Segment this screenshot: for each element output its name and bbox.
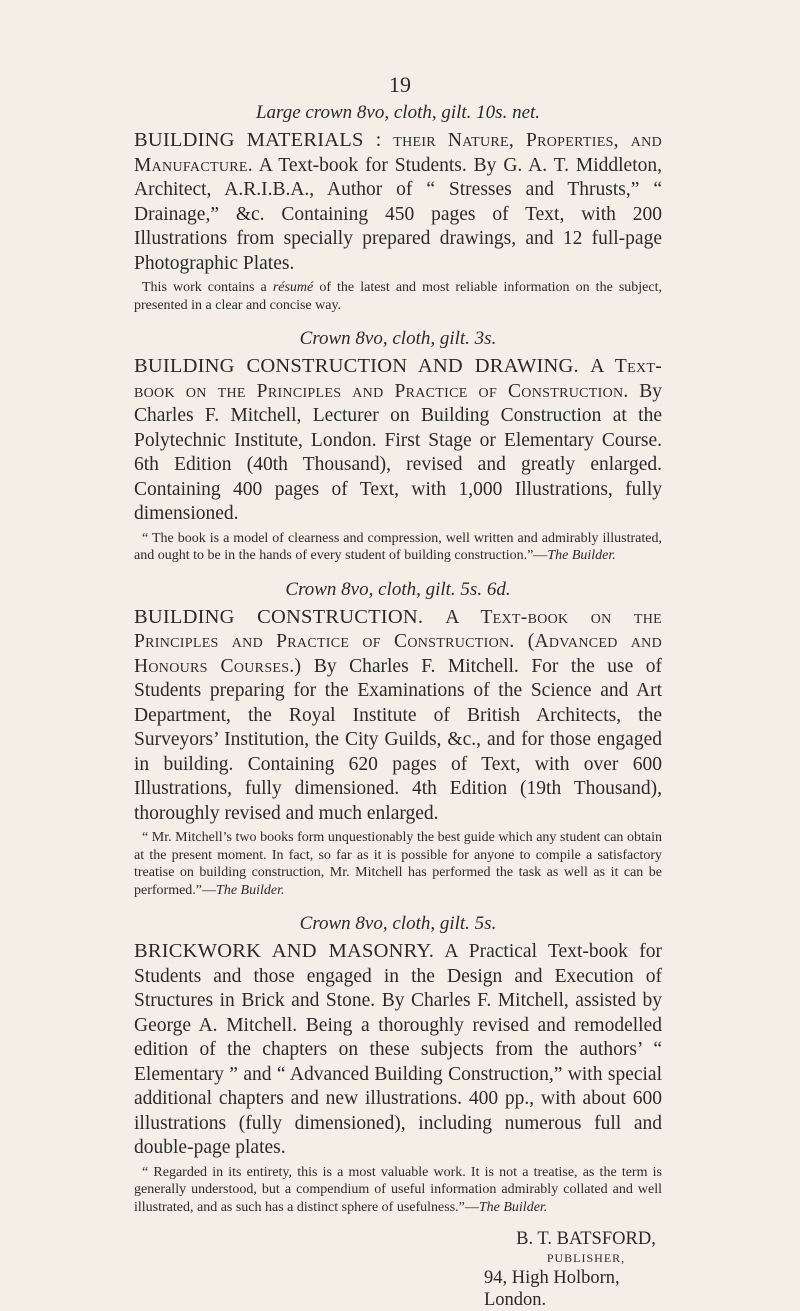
book-subtitle: A Text-book on the Principles and Practice of Construction. (Advanced and Honours Courses.) xyxy=(134,606,663,677)
book-description xyxy=(134,128,662,276)
publisher-role: PUBLISHER, xyxy=(546,1251,626,1265)
book-body: A Practical Text-book for Students and those engaged in the Design and Execution of Structures in Brick and Stone. By Charles F. Mitchell, assisted by George A. Mitchell. Being a thoroughly revised and remodelled edition of the chapters on these subjects from the authors’ “ Elementary ” and “ Advanced Building Construction,” with special additional chapters and new illustrations. 400 pp., with about 600 illustrations (fully dimensioned), including numerous full and double-page plates. xyxy=(134,941,662,1158)
book-entry xyxy=(134,326,662,565)
book-review: “ Mr. Mitchell’s two books form unquestionably the best guide which any student can obtain at the present moment. In fact, so far as it is possible for anyone to compile a satisfactory treatise on building construction, Mr. Mitchell has performed the task as well as it can be performed.”—The Builder. xyxy=(134,830,662,898)
book-title: BUILDING CONSTRUCTION. xyxy=(134,605,424,628)
book-body: By Charles F. Mitchell, Lecturer on Building Construction at the Polytechnic Institute, London. First Stage or Elementary Course. 6th Edition (40th Thousand), revised and greatly enlarged. Containing 400 pages of Text, with 1,000 Illustrations, fully dimensioned. xyxy=(134,380,663,524)
book-body: A Text-book for Students. By G. A. T. Middleton, Architect, A.R.I.B.A., Author of “ Stresses and Thrusts,” “ Drainage,” &c. Containing 450 pages of Text, with 200 Illustrations from specially prepared drawings, and 12 full-page Photographic Plates. xyxy=(134,154,662,274)
review-source: The Builder. xyxy=(216,882,285,898)
book-review: “ Regarded in its entirety, this is a most valuable work. It is not a treatise, as the term is generally understood, but a compendium of useful information admirably collated and well illustrated, and as such has a distinct sphere of usefulness.”—The Builder. xyxy=(134,1164,662,1215)
book-title: BRICKWORK AND MASONRY. xyxy=(134,940,435,962)
advertisement-list xyxy=(134,100,662,1311)
book-entry xyxy=(134,911,662,1216)
book-review: “ The book is a model of clearness and compression, well written and admirably illustrated, and ought to be in the hands of every student of building construction.”—The Builder. xyxy=(134,530,662,563)
book-title: BUILDING CONSTRUCTION AND DRAWING. xyxy=(134,355,579,377)
book-format: Large crown 8vo, cloth, gilt. 10s. net. xyxy=(255,102,541,123)
publisher-address: 94, High Holborn, London. xyxy=(484,1268,620,1310)
publisher-imprint xyxy=(484,1228,676,1311)
book-format: Crown 8vo, cloth, gilt. 3s. xyxy=(299,328,497,349)
book-format: Crown 8vo, cloth, gilt. 5s. 6d. xyxy=(285,578,511,600)
publisher-name: B. T. BATSFORD, xyxy=(516,1229,656,1249)
book-subtitle: A Text-book on the Principles and Practice of Construction. xyxy=(134,356,663,402)
book-subtitle: their Nature, Properties, and Manufacture. xyxy=(134,130,662,176)
book-description xyxy=(134,605,662,827)
book-description xyxy=(134,354,662,527)
book-format: Crown 8vo, cloth, gilt. 5s. xyxy=(299,913,497,934)
book-description xyxy=(134,939,662,1161)
book-entry xyxy=(134,100,662,314)
review-source: The Builder. xyxy=(478,1199,548,1215)
book-body: By Charles F. Mitchell. For the use of Students preparing for the Examinations of the Science and Art Department, the Royal Institute of British Architects, the Surveyors’ Institution, the City Guilds, &c., and for those engaged in building. Containing 620 pages of Text, with over 600 Illustrations, fully dimensioned. 4th Edition (19th Thousand), thoroughly revised and much enlarged. xyxy=(134,655,663,824)
page-number: 19 xyxy=(389,72,411,97)
review-source: The Builder. xyxy=(547,548,616,563)
book-title: BUILDING MATERIALS : xyxy=(134,129,382,151)
book-entry xyxy=(134,577,662,900)
book-note: This work contains a résumé of the latest and most reliable information on the subject, presented in a clear and concise way. xyxy=(134,280,662,313)
